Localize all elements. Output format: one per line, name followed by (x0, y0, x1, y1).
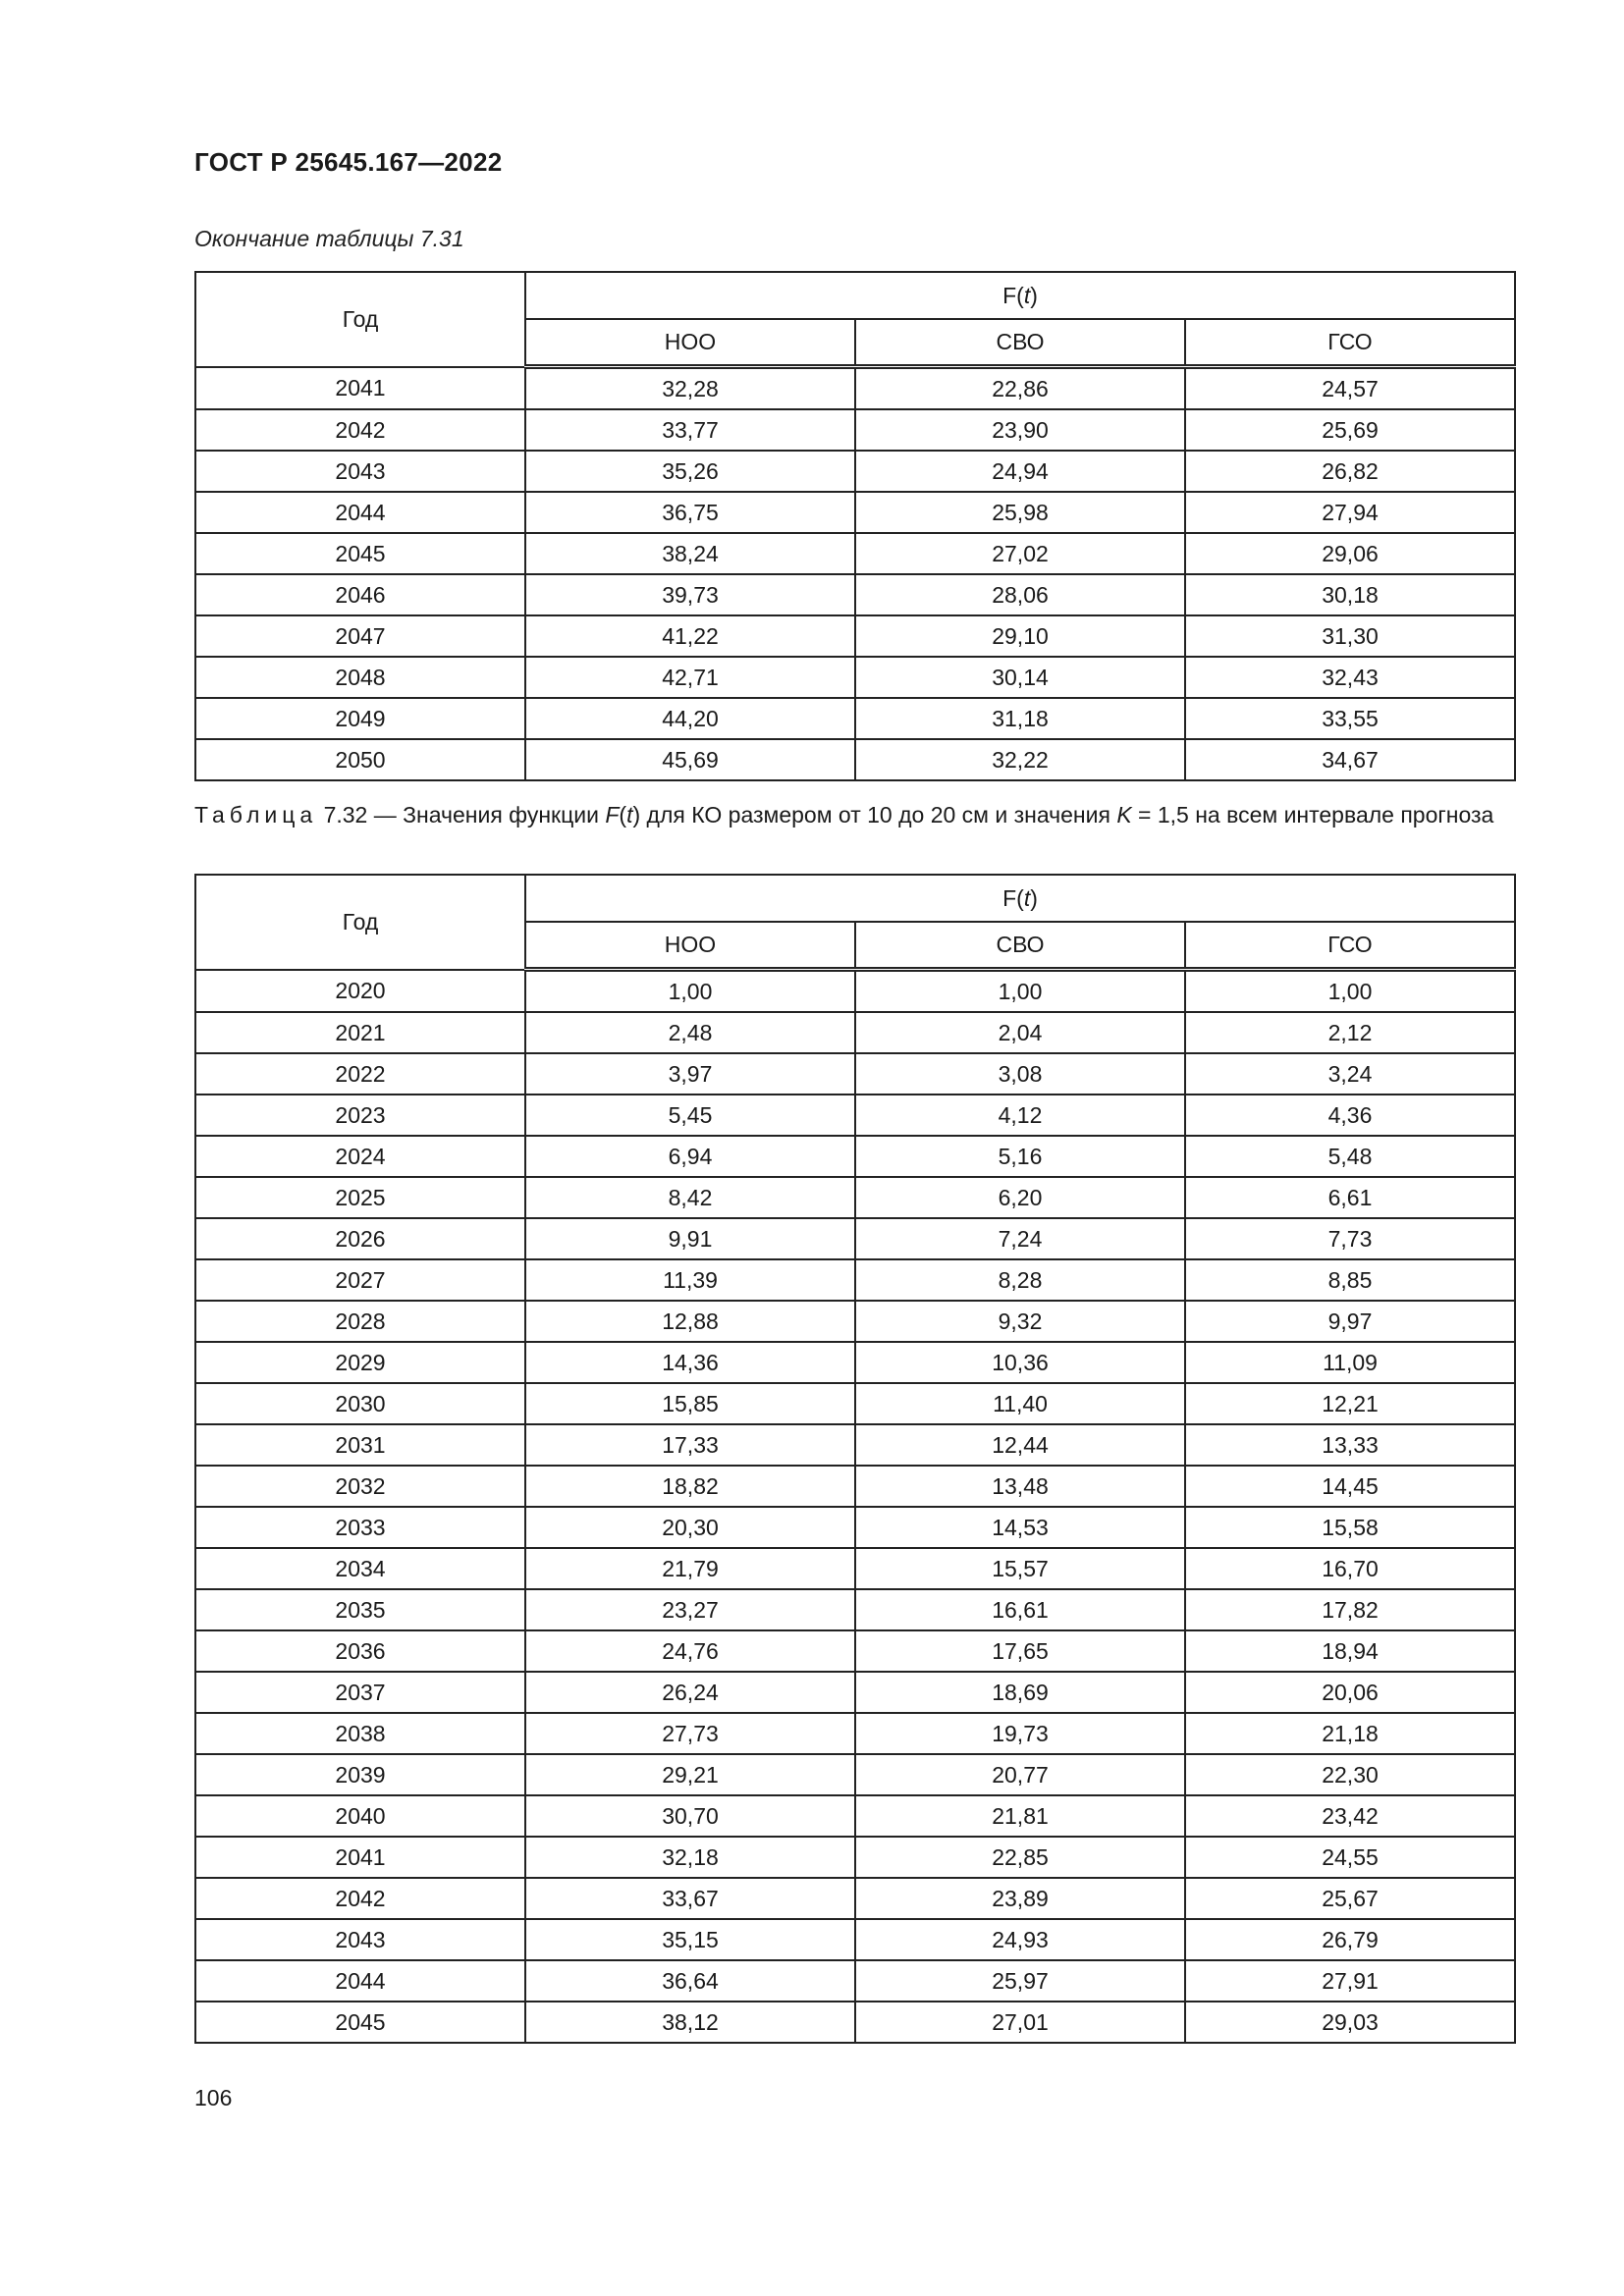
value-cell: 9,32 (855, 1301, 1185, 1342)
value-cell: 45,69 (525, 739, 855, 780)
table-row (195, 698, 1515, 739)
table-row (195, 1548, 1515, 1589)
table-row (195, 1507, 1515, 1548)
value-cell: 30,18 (1185, 574, 1515, 615)
value-cell: 3,08 (855, 1053, 1185, 1095)
year-cell: 2049 (195, 698, 525, 739)
value-cell: 5,48 (1185, 1136, 1515, 1177)
value-cell: 42,71 (525, 657, 855, 698)
table-row (195, 1919, 1515, 1960)
value-cell: 18,94 (1185, 1630, 1515, 1672)
orbit-header-gso: ГСО (1185, 319, 1515, 367)
table-7-31-end (194, 271, 1516, 781)
value-cell: 35,26 (525, 451, 855, 492)
value-cell: 38,24 (525, 533, 855, 574)
year-cell: 2039 (195, 1754, 525, 1795)
value-cell: 14,36 (525, 1342, 855, 1383)
year-cell: 2022 (195, 1053, 525, 1095)
value-cell: 11,40 (855, 1383, 1185, 1424)
year-cell: 2050 (195, 739, 525, 780)
table-row (195, 367, 1515, 410)
table-row (195, 492, 1515, 533)
value-cell: 21,81 (855, 1795, 1185, 1837)
table-row (195, 1672, 1515, 1713)
table-row (195, 1837, 1515, 1878)
value-cell: 12,88 (525, 1301, 855, 1342)
year-cell: 2021 (195, 1012, 525, 1053)
value-cell: 5,45 (525, 1095, 855, 1136)
value-cell: 26,79 (1185, 1919, 1515, 1960)
value-cell: 13,33 (1185, 1424, 1515, 1466)
value-cell: 14,53 (855, 1507, 1185, 1548)
value-cell: 22,86 (855, 367, 1185, 410)
value-cell: 32,18 (525, 1837, 855, 1878)
table-row (195, 1259, 1515, 1301)
value-cell: 2,12 (1185, 1012, 1515, 1053)
value-cell: 22,85 (855, 1837, 1185, 1878)
year-cell: 2020 (195, 970, 525, 1013)
value-cell: 6,20 (855, 1177, 1185, 1218)
table-row (195, 1012, 1515, 1053)
table-row (195, 1466, 1515, 1507)
year-cell: 2036 (195, 1630, 525, 1672)
year-cell: 2043 (195, 1919, 525, 1960)
value-cell: 12,44 (855, 1424, 1185, 1466)
year-cell: 2046 (195, 574, 525, 615)
value-cell: 23,90 (855, 409, 1185, 451)
value-cell: 33,55 (1185, 698, 1515, 739)
value-cell: 10,36 (855, 1342, 1185, 1383)
value-cell: 6,61 (1185, 1177, 1515, 1218)
document-id: ГОСТ Р 25645.167—2022 (194, 147, 503, 177)
year-cell: 2027 (195, 1259, 525, 1301)
value-cell: 2,48 (525, 1012, 855, 1053)
orbit-header-svo: СВО (855, 319, 1185, 367)
value-cell: 23,27 (525, 1589, 855, 1630)
year-cell: 2034 (195, 1548, 525, 1589)
value-cell: 33,67 (525, 1878, 855, 1919)
year-cell: 2031 (195, 1424, 525, 1466)
value-cell: 27,73 (525, 1713, 855, 1754)
value-cell: 27,94 (1185, 492, 1515, 533)
value-cell: 29,03 (1185, 2002, 1515, 2043)
table-row (195, 1218, 1515, 1259)
year-cell: 2042 (195, 1878, 525, 1919)
value-cell: 23,89 (855, 1878, 1185, 1919)
value-cell: 8,42 (525, 1177, 855, 1218)
value-cell: 29,10 (855, 615, 1185, 657)
value-cell: 2,04 (855, 1012, 1185, 1053)
year-cell: 2048 (195, 657, 525, 698)
value-cell: 16,70 (1185, 1548, 1515, 1589)
year-cell: 2041 (195, 367, 525, 410)
value-cell: 17,33 (525, 1424, 855, 1466)
value-cell: 11,09 (1185, 1342, 1515, 1383)
value-cell: 27,91 (1185, 1960, 1515, 2002)
value-cell: 7,24 (855, 1218, 1185, 1259)
value-cell: 1,00 (1185, 970, 1515, 1013)
table-row (195, 574, 1515, 615)
table-7-32-caption: Таблица 7.32 — Значения функции F(t) для КО размером от 10 до 20 см и значения K = 1,5 на всем интервале прогноза (194, 802, 1494, 828)
value-cell: 29,21 (525, 1754, 855, 1795)
year-cell: 2044 (195, 492, 525, 533)
value-cell: 30,14 (855, 657, 1185, 698)
value-cell: 22,30 (1185, 1754, 1515, 1795)
year-cell: 2029 (195, 1342, 525, 1383)
value-cell: 1,00 (855, 970, 1185, 1013)
value-cell: 8,85 (1185, 1259, 1515, 1301)
value-cell: 18,82 (525, 1466, 855, 1507)
year-cell: 2041 (195, 1837, 525, 1878)
table-row (195, 615, 1515, 657)
year-cell: 2042 (195, 409, 525, 451)
table-row (195, 1754, 1515, 1795)
value-cell: 31,18 (855, 698, 1185, 739)
year-cell: 2033 (195, 1507, 525, 1548)
value-cell: 9,91 (525, 1218, 855, 1259)
value-cell: 18,69 (855, 1672, 1185, 1713)
year-cell: 2023 (195, 1095, 525, 1136)
value-cell: 44,20 (525, 698, 855, 739)
value-cell: 15,85 (525, 1383, 855, 1424)
value-cell: 35,15 (525, 1919, 855, 1960)
value-cell: 6,94 (525, 1136, 855, 1177)
value-cell: 8,28 (855, 1259, 1185, 1301)
year-cell: 2045 (195, 533, 525, 574)
value-cell: 24,57 (1185, 367, 1515, 410)
value-cell: 14,45 (1185, 1466, 1515, 1507)
orbit-header-svo: СВО (855, 922, 1185, 970)
year-cell: 2035 (195, 1589, 525, 1630)
table-row (195, 1177, 1515, 1218)
value-cell: 13,48 (855, 1466, 1185, 1507)
table-row (195, 2002, 1515, 2043)
table-7-31-body (195, 367, 1515, 781)
table-row (195, 1589, 1515, 1630)
value-cell: 31,30 (1185, 615, 1515, 657)
value-cell: 23,42 (1185, 1795, 1515, 1837)
table-row (195, 1342, 1515, 1383)
value-cell: 16,61 (855, 1589, 1185, 1630)
value-cell: 17,82 (1185, 1589, 1515, 1630)
value-cell: 12,21 (1185, 1383, 1515, 1424)
table-row (195, 533, 1515, 574)
table-row (195, 1713, 1515, 1754)
value-cell: 9,97 (1185, 1301, 1515, 1342)
value-cell: 20,30 (525, 1507, 855, 1548)
value-cell: 3,24 (1185, 1053, 1515, 1095)
table-row (195, 1424, 1515, 1466)
value-cell: 15,57 (855, 1548, 1185, 1589)
value-cell: 24,93 (855, 1919, 1185, 1960)
value-cell: 26,82 (1185, 451, 1515, 492)
year-cell: 2038 (195, 1713, 525, 1754)
table-row (195, 1136, 1515, 1177)
table-row (195, 1383, 1515, 1424)
value-cell: 33,77 (525, 409, 855, 451)
value-cell: 25,98 (855, 492, 1185, 533)
table-7-32 (194, 874, 1516, 2044)
year-column-header: Год (195, 272, 525, 367)
table-row (195, 1960, 1515, 2002)
value-cell: 3,97 (525, 1053, 855, 1095)
value-cell: 24,55 (1185, 1837, 1515, 1878)
table-continuation-caption: Окончание таблицы 7.31 (194, 226, 464, 251)
value-cell: 27,02 (855, 533, 1185, 574)
year-cell: 2040 (195, 1795, 525, 1837)
value-cell: 32,22 (855, 739, 1185, 780)
value-cell: 11,39 (525, 1259, 855, 1301)
value-cell: 19,73 (855, 1713, 1185, 1754)
value-cell: 24,94 (855, 451, 1185, 492)
function-column-header: F(t) (525, 875, 1515, 922)
value-cell: 15,58 (1185, 1507, 1515, 1548)
value-cell: 36,75 (525, 492, 855, 533)
value-cell: 20,77 (855, 1754, 1185, 1795)
orbit-header-noo: НОО (525, 319, 855, 367)
table-row (195, 451, 1515, 492)
value-cell: 21,18 (1185, 1713, 1515, 1754)
orbit-header-gso: ГСО (1185, 922, 1515, 970)
year-cell: 2044 (195, 1960, 525, 2002)
year-cell: 2030 (195, 1383, 525, 1424)
value-cell: 25,69 (1185, 409, 1515, 451)
table-row (195, 1095, 1515, 1136)
value-cell: 30,70 (525, 1795, 855, 1837)
table-row (195, 970, 1515, 1013)
value-cell: 21,79 (525, 1548, 855, 1589)
value-cell: 39,73 (525, 574, 855, 615)
year-cell: 2037 (195, 1672, 525, 1713)
value-cell: 4,36 (1185, 1095, 1515, 1136)
value-cell: 28,06 (855, 574, 1185, 615)
table-row (195, 1795, 1515, 1837)
table-row (195, 1301, 1515, 1342)
table-row (195, 1053, 1515, 1095)
year-cell: 2028 (195, 1301, 525, 1342)
value-cell: 17,65 (855, 1630, 1185, 1672)
year-cell: 2047 (195, 615, 525, 657)
orbit-header-noo: НОО (525, 922, 855, 970)
year-cell: 2045 (195, 2002, 525, 2043)
value-cell: 38,12 (525, 2002, 855, 2043)
table-row (195, 1878, 1515, 1919)
value-cell: 25,67 (1185, 1878, 1515, 1919)
table-row (195, 1630, 1515, 1672)
year-cell: 2026 (195, 1218, 525, 1259)
year-cell: 2024 (195, 1136, 525, 1177)
value-cell: 36,64 (525, 1960, 855, 2002)
value-cell: 32,43 (1185, 657, 1515, 698)
year-cell: 2043 (195, 451, 525, 492)
table-row (195, 409, 1515, 451)
table-row (195, 657, 1515, 698)
value-cell: 25,97 (855, 1960, 1185, 2002)
value-cell: 7,73 (1185, 1218, 1515, 1259)
table-7-32-body (195, 970, 1515, 2044)
year-column-header: Год (195, 875, 525, 970)
year-cell: 2032 (195, 1466, 525, 1507)
table-row (195, 739, 1515, 780)
value-cell: 1,00 (525, 970, 855, 1013)
value-cell: 4,12 (855, 1095, 1185, 1136)
value-cell: 32,28 (525, 367, 855, 410)
value-cell: 26,24 (525, 1672, 855, 1713)
value-cell: 29,06 (1185, 533, 1515, 574)
value-cell: 20,06 (1185, 1672, 1515, 1713)
value-cell: 34,67 (1185, 739, 1515, 780)
value-cell: 5,16 (855, 1136, 1185, 1177)
value-cell: 41,22 (525, 615, 855, 657)
value-cell: 27,01 (855, 2002, 1185, 2043)
year-cell: 2025 (195, 1177, 525, 1218)
page-number: 106 (194, 2085, 233, 2110)
value-cell: 24,76 (525, 1630, 855, 1672)
function-column-header: F(t) (525, 272, 1515, 319)
